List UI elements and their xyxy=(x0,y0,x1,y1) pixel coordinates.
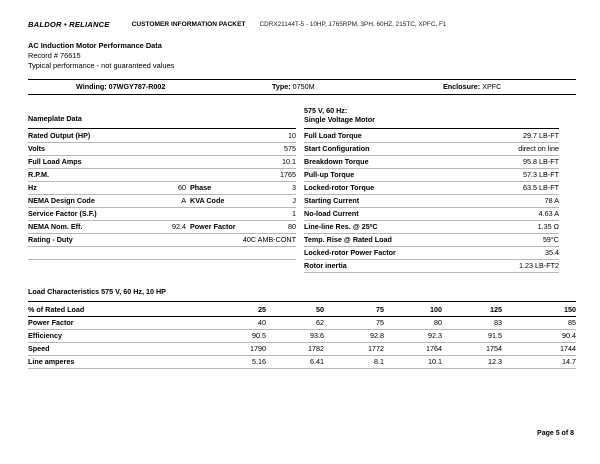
column-header: 25 xyxy=(258,305,266,314)
row-mid-value: 92.4 xyxy=(172,222,186,231)
row-label: Rating - Duty xyxy=(28,235,73,244)
type-label: Type: xyxy=(272,82,291,91)
row-value: 78 A xyxy=(544,196,559,205)
record-number: Record # 76615 xyxy=(28,51,81,60)
cell: 83 xyxy=(494,318,502,327)
document-title-block xyxy=(28,41,174,71)
cell: 92.8 xyxy=(370,331,384,340)
row-value: J xyxy=(292,196,296,205)
row-label: Rated Output (HP) xyxy=(28,131,91,140)
table-row xyxy=(304,220,559,233)
row-mid-label: KVA Code xyxy=(190,196,225,205)
table-row xyxy=(28,207,296,220)
row-label: Hz xyxy=(28,183,37,192)
cell: 5.16 xyxy=(252,357,266,366)
divider xyxy=(28,246,296,247)
table-row xyxy=(304,142,559,155)
enclosure-value: XPFC xyxy=(482,82,502,91)
row-label: Service Factor (S.F.) xyxy=(28,209,97,218)
brand-logo: BALDOR • RELIANCE xyxy=(28,19,110,29)
row-label: Rotor inertia xyxy=(304,261,347,270)
table-row xyxy=(304,194,559,207)
row-value: 40C AMB-CONT xyxy=(242,235,296,244)
row-label: R.P.M. xyxy=(28,170,50,179)
nameplate-heading xyxy=(28,112,296,125)
cell: 14.7 xyxy=(562,357,576,366)
table-row xyxy=(28,220,296,233)
row-label: No-load Current xyxy=(304,209,359,218)
cell: 1754 xyxy=(486,344,502,353)
row-label: Volts xyxy=(28,144,46,153)
cell: 80 xyxy=(434,318,442,327)
row-value: 10 xyxy=(288,131,296,140)
cell: 91.5 xyxy=(488,331,502,340)
table-row xyxy=(28,342,576,355)
cell: 6.41 xyxy=(310,357,324,366)
cell: 90.5 xyxy=(252,331,266,340)
cell: 75 xyxy=(376,318,384,327)
nameplate-table xyxy=(28,104,296,270)
row-label: Efficiency xyxy=(28,331,62,340)
row-value: 59°C xyxy=(542,235,559,244)
cell: 93.6 xyxy=(310,331,324,340)
row-label: Speed xyxy=(28,344,50,353)
cell: 90.4 xyxy=(562,331,576,340)
cell: 92.3 xyxy=(428,331,442,340)
row-label: NEMA Nom. Eff. xyxy=(28,222,83,231)
row-mid-value: 60 xyxy=(178,183,186,192)
column-header: 150 xyxy=(564,305,576,314)
table-row xyxy=(28,329,576,342)
table-row xyxy=(304,207,559,220)
catalog-description: CDRX21144T-5 - 10HP, 1765RPM, 3PH, 60HZ, 215TC, XPFC, F1 xyxy=(259,20,447,28)
performance-table xyxy=(304,104,559,274)
divider xyxy=(28,301,576,302)
cell: 40 xyxy=(258,318,266,327)
table-row xyxy=(28,233,296,246)
row-value: 80 xyxy=(288,222,296,231)
row-label: NEMA Design Code xyxy=(28,196,95,205)
row-mid-value: A xyxy=(181,196,186,205)
cell: 1764 xyxy=(426,344,442,353)
row-value: 1765 xyxy=(280,170,296,179)
table-row xyxy=(28,129,296,142)
packet-title: CUSTOMER INFORMATION PACKET xyxy=(131,20,246,28)
row-value: 1.35 Ω xyxy=(537,222,559,231)
row-value: 3 xyxy=(292,183,296,192)
enclosure-info xyxy=(443,82,501,91)
load-table-title: Load Characteristics 575 V, 60 Hz, 10 HP xyxy=(28,287,166,296)
row-value: 63.5 LB-FT xyxy=(523,183,559,192)
row-value: 1 xyxy=(292,209,296,218)
row-label: Line amperes xyxy=(28,357,75,366)
row-value: 57.3 LB-FT xyxy=(523,170,559,179)
divider xyxy=(28,259,296,260)
page-header xyxy=(28,18,576,30)
load-header-row xyxy=(28,303,576,316)
divider xyxy=(28,368,576,369)
row-value: 95.8 LB-FT xyxy=(523,157,559,166)
column-header: 75 xyxy=(376,305,384,314)
table-row xyxy=(304,168,559,181)
cell: 1790 xyxy=(250,344,266,353)
nameplate-heading-text: Nameplate Data xyxy=(28,114,82,123)
row-label: Breakdown Torque xyxy=(304,157,369,166)
divider xyxy=(28,94,576,95)
cell: 10.1 xyxy=(428,357,442,366)
table-row xyxy=(304,259,559,272)
column-header: 50 xyxy=(316,305,324,314)
row-label: Full Load Torque xyxy=(304,131,362,140)
row-label: Locked-rotor Torque xyxy=(304,183,375,192)
cell: 85 xyxy=(568,318,576,327)
table-row xyxy=(304,246,559,259)
table-row xyxy=(28,181,296,194)
cell: 1782 xyxy=(308,344,324,353)
row-label: Starting Current xyxy=(304,196,360,205)
cell: 1772 xyxy=(368,344,384,353)
row-label: Locked-rotor Power Factor xyxy=(304,248,396,257)
row-label: Full Load Amps xyxy=(28,157,82,166)
row-value: 1.23 LB-FT2 xyxy=(519,261,559,270)
table-row xyxy=(28,155,296,168)
winding-info: Winding: 07WGY787-R002 xyxy=(76,82,166,91)
info-row xyxy=(28,80,576,94)
row-label: Start Configuration xyxy=(304,144,370,153)
table-row xyxy=(28,355,576,368)
document-title: AC Induction Motor Performance Data xyxy=(28,41,162,50)
performance-note: Typical performance - not guaranteed values xyxy=(28,61,175,70)
row-value: 35.4 xyxy=(545,248,559,257)
row-mid-label: Phase xyxy=(190,183,212,192)
row-label: Temp. Rise @ Rated Load xyxy=(304,235,392,244)
cell: 12.3 xyxy=(488,357,502,366)
divider xyxy=(304,272,559,273)
page-number: Page 5 of 8 xyxy=(537,430,574,437)
row-value: 29.7 LB-FT xyxy=(523,131,559,140)
cell: 8.1 xyxy=(374,357,384,366)
row-value: 575 xyxy=(284,144,296,153)
row-value: 10.1 xyxy=(282,157,296,166)
table-row xyxy=(28,316,576,329)
column-header: % of Rated Load xyxy=(28,305,85,314)
cell: 1744 xyxy=(560,344,576,353)
table-row xyxy=(304,129,559,142)
table-row xyxy=(304,181,559,194)
table-row xyxy=(304,155,559,168)
performance-heading-line1: 575 V, 60 Hz: xyxy=(304,106,348,115)
row-mid-label: Power Factor xyxy=(190,222,236,231)
cell: 62 xyxy=(316,318,324,327)
row-value: direct on line xyxy=(518,144,559,153)
table-row xyxy=(304,233,559,246)
enclosure-label: Enclosure: xyxy=(443,82,481,91)
table-row xyxy=(28,142,296,155)
row-label: Pull-up Torque xyxy=(304,170,355,179)
row-value: 4.63 A xyxy=(538,209,559,218)
table-row xyxy=(28,194,296,207)
column-header: 125 xyxy=(490,305,502,314)
type-info xyxy=(272,82,315,91)
row-label: Line-line Res. @ 25ºC xyxy=(304,222,378,231)
table-row xyxy=(28,168,296,181)
column-header: 100 xyxy=(430,305,442,314)
row-label: Power Factor xyxy=(28,318,74,327)
type-value: 0750M xyxy=(292,82,315,91)
performance-heading xyxy=(304,106,375,124)
performance-heading-line2: Single Voltage Motor xyxy=(304,115,375,124)
